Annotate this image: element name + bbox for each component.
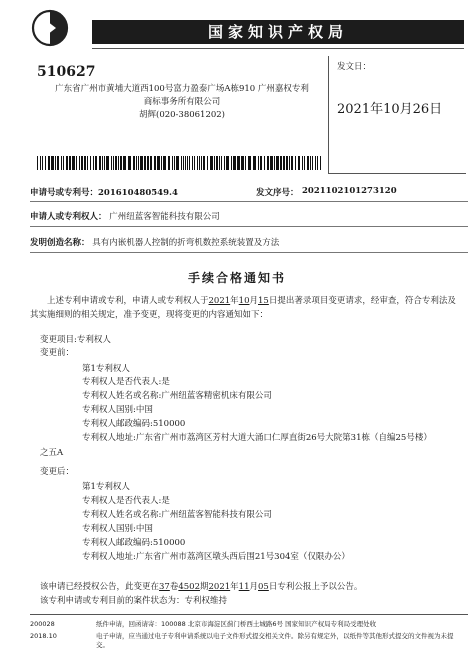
after-country: 专利权人国别:中国 <box>82 524 153 534</box>
intro-suffix: 日提出著录项目变更请求，经审查，符合专利法及其实施细则的相关规定，准予变更，现将变更的内容通知如下： <box>30 296 456 320</box>
before-address-cont: 之五A <box>40 448 64 458</box>
notice-title: 手续合格通知书 <box>187 271 286 285</box>
after-index: 第1专利权人 <box>82 482 130 492</box>
divider <box>30 252 468 253</box>
announcement <box>40 580 362 592</box>
announce-issue: 4502 <box>178 582 200 592</box>
invention-value: 具有内嵌机器人控制的折弯机数控系统装置及方法 <box>92 238 280 248</box>
before-address: 专利权人地址:广东省广州市荔湾区芳村大道大涌口仁厚直街26号大院第31栋（自编25号楼） <box>82 433 432 443</box>
case-status: 该专利申请或专利目前的案件状态为：专利权维持 <box>40 596 228 606</box>
announce-year: 2021 <box>208 582 231 592</box>
intro-day: 15 <box>258 296 269 306</box>
change-item: 变更项目:专利权人 <box>40 335 111 345</box>
serial-label: 发文序号： <box>256 188 299 198</box>
after-name: 专利权人姓名或名称:广州纽蓝客智能科技有限公司 <box>82 510 272 520</box>
recipient-address-line1: 广东省广州市黄埔大道西100号富力盈泰广场A栋910 广州嘉权专利 <box>55 84 309 94</box>
notice-intro <box>30 294 464 322</box>
barcode <box>37 156 323 170</box>
header-divider <box>92 48 464 49</box>
header-band <box>92 20 464 44</box>
announce-prefix: 该申请已经授权公告，此变更在 <box>40 582 160 592</box>
announce-suffix: 日专利公报上予以公告。 <box>268 582 363 592</box>
footer-divider <box>30 614 468 615</box>
after-label: 变更后： <box>40 467 75 477</box>
announce-day: 05 <box>258 582 269 592</box>
application-number-label: 申请号或专利号： <box>30 188 99 198</box>
announce-month-unit: 月 <box>249 582 259 592</box>
divider <box>30 226 468 227</box>
footer-line-2: 电子申请，应当通过电子专利申请系统以电子文件形式提交相关文件。除另有规定外，以纸件等其他形式提交的文件视为未提交。 <box>96 632 454 649</box>
before-name: 专利权人姓名或名称:广州纽蓝客精密机床有限公司 <box>82 391 272 401</box>
applicant-label: 申请人或专利权人： <box>30 212 107 222</box>
announce-month: 11 <box>238 582 250 592</box>
recipient-address-line2: 商标事务所有限公司 <box>143 97 221 107</box>
before-postcode: 专利权人邮政编码:510000 <box>82 419 186 429</box>
send-date-label: 发文日： <box>337 62 372 72</box>
footer-code-2: 2018.10 <box>30 632 57 640</box>
announce-volume-unit: 卷 <box>169 582 179 592</box>
divider <box>30 201 468 202</box>
intro-month-unit: 月 <box>249 296 259 306</box>
application-number-row <box>30 186 468 198</box>
before-index: 第1专利权人 <box>82 364 130 374</box>
send-date-box <box>328 56 466 174</box>
announce-volume: 37 <box>159 582 170 592</box>
application-number-value: 201610480549.4 <box>98 188 178 198</box>
header-title: 国家知识产权局 <box>207 23 348 41</box>
before-representative: 专利权人是否代表人:是 <box>82 377 170 387</box>
intro-year: 2021 <box>208 296 231 306</box>
intro-year-unit: 年 <box>230 296 239 306</box>
intro-prefix: 上述专利申请或专利，申请人或专利权人于 <box>47 296 209 306</box>
applicant-row <box>30 210 468 222</box>
footer-code-1: 200028 <box>30 620 55 628</box>
cnipa-logo <box>30 8 70 48</box>
before-country: 专利权人国别:中国 <box>82 405 153 415</box>
send-date-value: 2021年10月26日 <box>337 102 443 117</box>
after-address: 专利权人地址:广东省广州市荔湾区墩头西后围21号304室（仅限办公） <box>82 552 350 562</box>
applicant-value: 广州纽蓝客智能科技有限公司 <box>109 212 220 222</box>
intro-month: 10 <box>238 296 250 306</box>
announce-year-unit: 年 <box>230 582 239 592</box>
recipient-postcode: 510627 <box>37 64 96 80</box>
before-label: 变更前： <box>40 348 75 358</box>
invention-label: 发明创造名称： <box>30 238 90 248</box>
after-representative: 专利权人是否代表人:是 <box>82 496 170 506</box>
invention-row <box>30 236 468 248</box>
serial-value: 2021102101273120 <box>302 186 397 196</box>
footer-line-1: 纸件申请，回函请寄：100088 北京市海淀区蓟门桥西土城路6号 国家知识产权局专利局受理处收 <box>96 620 377 628</box>
recipient-contact: 胡辉(020-38061202) <box>139 110 225 120</box>
after-postcode: 专利权人邮政编码:510000 <box>82 538 186 548</box>
announce-issue-unit: 期 <box>200 582 209 592</box>
